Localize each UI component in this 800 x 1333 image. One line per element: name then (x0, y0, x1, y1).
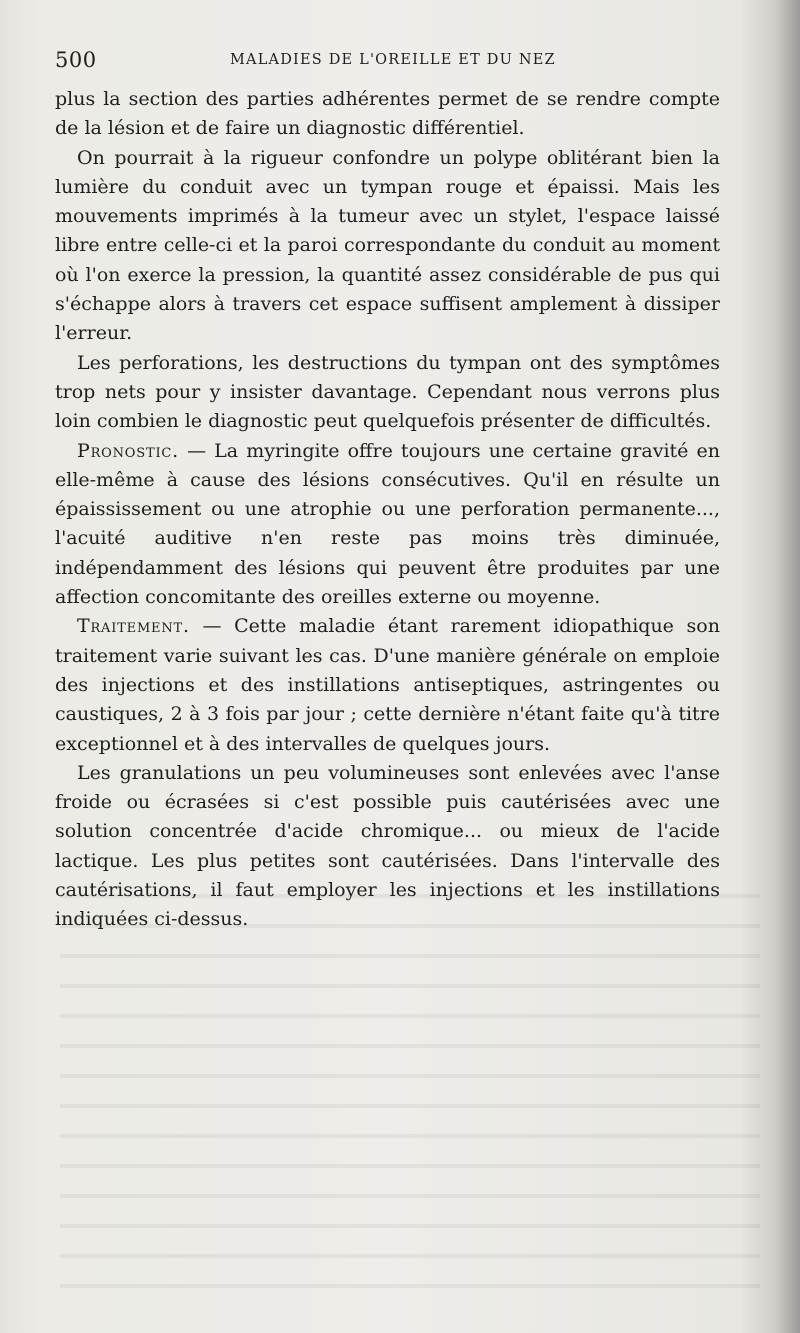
paragraph-text: — Cette maladie étant rarement idiopathique son traitement varie suivant les cas. D'une manière générale on emploie des injections et des instillations antiseptiques, astringentes ou caustiques, 2 à 3 fois par jour ; cette dernière n'étant faite qu'à titre exceptionnel et à des intervalles de quelques jours. (55, 615, 720, 755)
show-through-texture (60, 880, 760, 1300)
paragraph (55, 144, 720, 349)
page-header (55, 48, 735, 76)
paragraph (55, 85, 720, 144)
paragraph (55, 349, 720, 437)
page-number: 500 (55, 48, 97, 72)
body-text (55, 85, 720, 935)
paragraph-text: Les perforations, les destructions du tympan ont des symptômes trop nets pour y insister davantage. Cependant nous verrons plus loin combien le diagnostic peut quelquefois présenter de difficultés. (55, 351, 720, 433)
paragraph-traitement (55, 612, 720, 758)
paragraph-text: — La myringite offre toujours une certaine gravité en elle-même à cause des lésions consécutives. Qu'il en résulte un épaississement ou une atrophie ou une perforation permanente..., l'acuité auditive n'en reste pas moins très diminuée, indépendamment des lésions qui peuvent être produites par une affection concomitante des oreilles externe ou moyenne. (55, 439, 720, 609)
section-heading: Pronostic. (77, 439, 179, 462)
paragraph-text: plus la section des parties adhérentes permet de se rendre compte de la lésion et de faire un diagnostic différentiel. (55, 88, 720, 140)
running-head: MALADIES DE L'OREILLE ET DU NEZ (230, 52, 556, 68)
paragraph-text: On pourrait à la rigueur confondre un polype oblitérant bien la lumière du conduit avec un tympan rouge et épaissi. Mais les mouvements imprimés à la tumeur avec un stylet, l'espace laissé libre entre celle-ci et la paroi correspondante du conduit au moment où l'on exerce la pression, la quantité assez considérable de pus qui s'échappe alors à travers cet espace suffisent amplement à dissiper l'erreur. (55, 146, 720, 345)
paragraph-text: Les granulations un peu volumineuses sont enlevées avec l'anse froide ou écrasées si c'est possible puis cautérisées avec une solution concentrée d'acide chromique... ou mieux de l'acide lactique. Les plus petites sont cautérisées. Dans l'intervalle des cautérisations, il faut employer les injections et les instillations indiquées ci-dessus. (55, 761, 720, 931)
section-heading: Traitement. (77, 615, 190, 638)
paragraph-pronostic (55, 437, 720, 613)
